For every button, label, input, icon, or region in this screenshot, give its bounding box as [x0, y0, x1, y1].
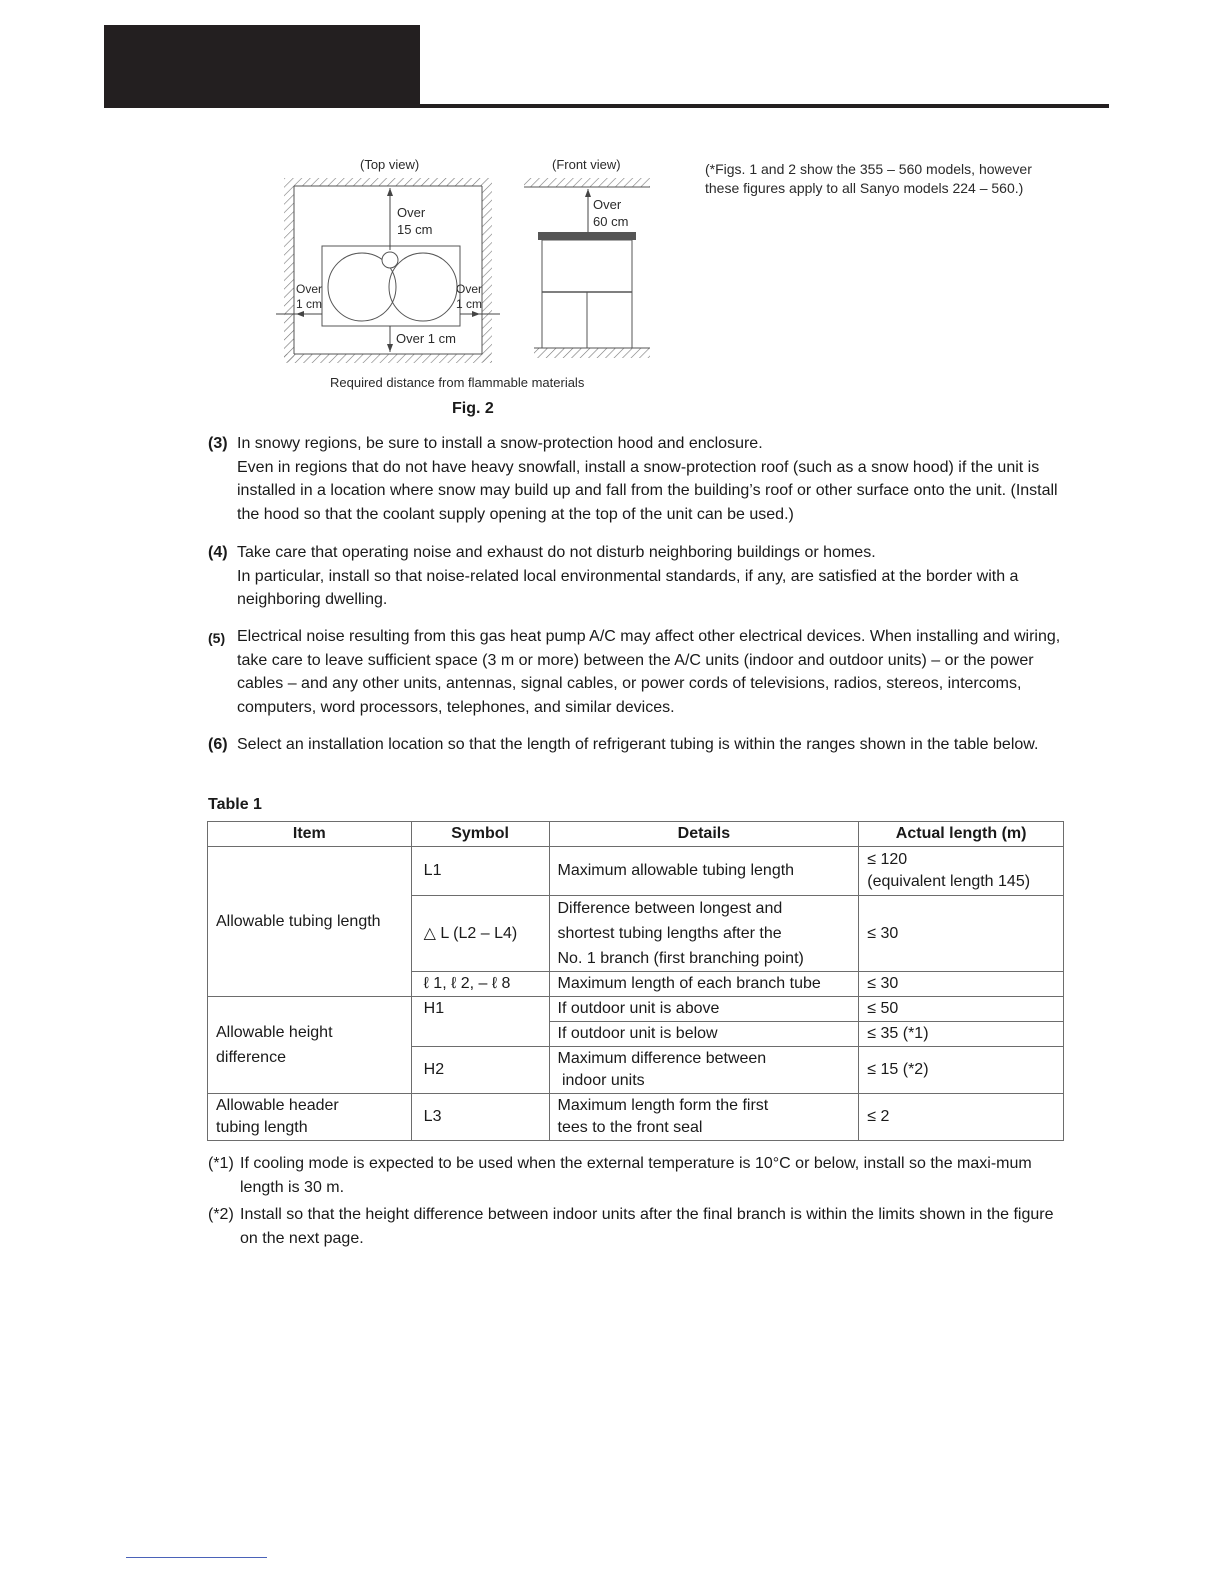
table-header: Actual length (m) — [859, 822, 1064, 847]
footnote-text: If cooling mode is expected to be used when the external temperature is 10°C or below, install so the maxi-mum length is 30 m. — [240, 1155, 1032, 1196]
table-row — [208, 1094, 1064, 1141]
top-view — [276, 178, 500, 363]
front-unit-top — [538, 232, 636, 240]
item-6 — [208, 733, 1068, 757]
item-line: In particular, install so that noise-related local environmental standards, if any, are satisfied at the border with a neighboring dwelling. — [237, 567, 1019, 608]
symbol-cell: H1 — [411, 997, 549, 1047]
center-port — [382, 252, 398, 268]
bottom-wall-hatch — [284, 354, 492, 363]
item-number: (5) — [208, 630, 226, 646]
table-row — [208, 997, 1064, 1022]
left-wall-hatch — [284, 186, 294, 362]
table-header: Symbol — [411, 822, 549, 847]
clearance-diagram — [270, 150, 670, 390]
item-number: (3) — [208, 435, 228, 452]
figure-2 — [270, 150, 670, 390]
symbol-cell: H2 — [411, 1047, 549, 1094]
details-cell: Difference between longest and shortest tubing lengths after the No. 1 branch (first branching point) — [549, 896, 859, 972]
item-number: (4) — [208, 544, 228, 561]
details-cell: Maximum allowable tubing length — [549, 847, 859, 896]
details-cell: Maximum difference between indoor units — [549, 1047, 859, 1094]
footer-link-underline — [126, 1557, 267, 1558]
group-cell: Allowable height difference — [208, 997, 412, 1094]
front-floor-hatch — [534, 348, 650, 358]
length-cell: ≤ 30 — [859, 972, 1064, 997]
front-ceiling-hatch — [524, 178, 650, 187]
length-cell: ≤ 2 — [859, 1094, 1064, 1141]
top-wall-hatch — [284, 178, 492, 186]
table-header: Item — [208, 822, 412, 847]
figure-caption: Required distance from flammable materials — [330, 375, 585, 390]
right-clearance-label: Over 1 cm — [456, 282, 483, 311]
item-line: Take care that operating noise and exhaust do not disturb neighboring buildings or homes. — [237, 544, 876, 561]
length-cell: ≤ 120 (equivalent length 145) — [859, 847, 1064, 896]
group-cell: Allowable tubing length — [208, 847, 412, 997]
top-clearance-arrowhead — [387, 188, 393, 196]
item-line: Electrical noise resulting from this gas heat pump A/C may affect other electrical devices. When installing and wiring, take care to leave sufficient space (3 m or more) between the A/C units (indoor and outdoor units) – or the power cables – and any other units, antennas, signal cables, or power cords of televisions, radios, stereos, intercoms, computers, word processors, telephones, and similar devices. — [237, 628, 1061, 716]
front-view-label: (Front view) — [552, 157, 621, 172]
item-line: In snowy regions, be sure to install a snow-protection hood and enclosure. — [237, 435, 763, 452]
symbol-cell: △ L (L2 – L4) — [411, 896, 549, 972]
group-cell: Allowable header tubing length — [208, 1094, 412, 1141]
figure-title: Fig. 2 — [452, 400, 494, 417]
tubing-spec-table — [207, 821, 1064, 1141]
front-view — [524, 178, 650, 358]
item-number: (6) — [208, 736, 228, 753]
footnote-1 — [208, 1152, 1068, 1200]
front-clearance-label: Over 60 cm — [593, 197, 629, 229]
item-4 — [208, 541, 1068, 612]
footnote-mark: (*1) — [208, 1155, 234, 1172]
bottom-clearance-arrowhead — [387, 344, 393, 352]
top-clearance-label: Over 15 cm — [397, 205, 433, 237]
item-5 — [208, 625, 1068, 719]
table-title: Table 1 — [208, 796, 262, 813]
figure-note: (*Figs. 1 and 2 show the 355 – 560 models, however these figures apply to all Sanyo models 224 – 560.) — [705, 161, 1032, 196]
table-header: Details — [549, 822, 859, 847]
right-wall-hatch — [482, 186, 492, 362]
front-clearance-arrowhead — [585, 189, 591, 197]
table-header-row — [208, 822, 1064, 847]
header-rule — [420, 104, 1109, 108]
symbol-cell: L3 — [411, 1094, 549, 1141]
item-line: Select an installation location so that the length of refrigerant tubing is within the ranges shown in the table below. — [237, 736, 1039, 753]
details-cell: If outdoor unit is below — [549, 1022, 859, 1047]
symbol-cell: ℓ 1, ℓ 2, – ℓ 8 — [411, 972, 549, 997]
length-cell: ≤ 30 — [859, 896, 1064, 972]
length-cell: ≤ 50 — [859, 997, 1064, 1022]
table-row — [208, 847, 1064, 896]
details-cell: Maximum length of each branch tube — [549, 972, 859, 997]
item-3 — [208, 432, 1068, 526]
bottom-clearance-label: Over 1 cm — [396, 331, 456, 346]
details-cell: Maximum length form the first tees to the front seal — [549, 1094, 859, 1141]
footnote-mark: (*2) — [208, 1206, 234, 1223]
left-clearance-label: Over 1 cm — [296, 282, 323, 311]
fan-right — [389, 253, 457, 321]
header-block — [104, 25, 420, 108]
length-cell: ≤ 35 (*1) — [859, 1022, 1064, 1047]
symbol-cell: L1 — [411, 847, 549, 896]
details-cell: If outdoor unit is above — [549, 997, 859, 1022]
footnote-2 — [208, 1203, 1068, 1251]
top-view-label: (Top view) — [360, 157, 420, 172]
length-cell: ≤ 15 (*2) — [859, 1047, 1064, 1094]
footnote-text: Install so that the height difference between indoor units after the final branch is within the limits shown in the figure on the next page. — [240, 1206, 1054, 1247]
item-line: Even in regions that do not have heavy snowfall, install a snow-protection roof (such as a snow hood) if the unit is installed in a location where snow may build up and fall from the building’s roof or other surface onto the unit. (Install the hood so that the coolant supply opening at the top of the unit can be used.) — [237, 458, 1058, 523]
